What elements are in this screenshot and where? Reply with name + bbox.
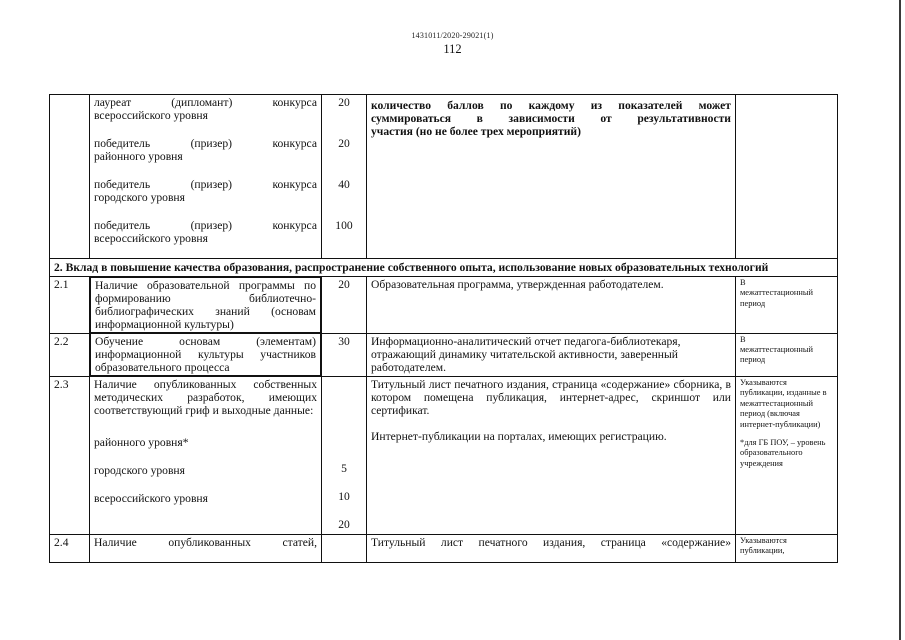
row-number: 2.1 <box>50 277 90 334</box>
period-text: Указываются публикации, изданные в межаттестационный период (включая интернет-публикации) <box>740 378 827 429</box>
criteria-word: конкурса <box>272 219 317 232</box>
period-text: В <box>740 334 746 344</box>
period-text: В <box>740 278 746 287</box>
section-title: 2. Вклад в повышение качества образования, распространение собственного опыта, использование новых образовательных технологий <box>50 259 838 277</box>
footnote-text: *для ГБ ПОУ, – уровень образовательного учреждения <box>740 438 826 468</box>
cell-evidence <box>367 95 736 259</box>
document-stamp: 1431011/2020-29021(1) <box>411 31 494 40</box>
points-value: 20 <box>338 137 350 150</box>
criteria-level: всероссийского уровня <box>94 232 208 245</box>
criteria-line <box>94 178 317 191</box>
row-number: 2.3 <box>50 377 90 535</box>
evidence-text: Информационно-аналитический отчет педагога-библиотекаря, отражающий динамику читательской активности, заверенный работодателем. <box>367 333 736 377</box>
evidence-text: Титульный лист печатного издания, страница «содержание» <box>367 535 736 563</box>
cell-num <box>50 95 90 259</box>
cell-points <box>322 377 367 535</box>
cell-points <box>322 95 367 259</box>
criteria-level: районного уровня <box>94 150 183 163</box>
level-label: всероссийского уровня <box>94 492 208 505</box>
cell-period <box>736 95 838 259</box>
points-value: 40 <box>338 178 350 191</box>
scoring-note: участия (но не более трех мероприятий) <box>371 125 581 138</box>
cell-period <box>736 377 838 535</box>
level-label: городского уровня <box>94 464 185 477</box>
points-value: 20 <box>338 96 350 109</box>
scoring-note: суммироваться в зависимости от результативности <box>371 112 731 125</box>
cell-criteria <box>90 377 322 535</box>
table-row <box>50 333 838 377</box>
evidence-text: Образовательная программа, утвержденная работодателем. <box>367 277 736 334</box>
criteria-word: конкурса <box>272 96 317 109</box>
criteria-line <box>94 219 317 232</box>
row-number: 2.4 <box>50 535 90 563</box>
points-value: 20 <box>338 518 350 531</box>
points-value: 100 <box>335 219 353 232</box>
criteria-text: Наличие опубликованных статей, <box>90 535 322 563</box>
criteria-word: (дипломант) <box>171 96 233 109</box>
criteria-word: лауреат <box>94 96 132 109</box>
scan-edge <box>899 0 901 640</box>
period-text: межаттестационный период <box>740 288 813 308</box>
scoring-note: количество баллов по каждому из показателей может <box>371 99 731 112</box>
criteria-word: победитель <box>94 137 151 150</box>
criteria-word: победитель <box>94 178 151 191</box>
criteria-level: всероссийского уровня <box>94 109 208 122</box>
evidence-text: Титульный лист печатного издания, страница «содержание» сборника, в котором помещена публикация, интернет-адрес, скриншот или сертификат. <box>371 378 731 417</box>
criteria-word: (призер) <box>190 137 233 150</box>
criteria-line <box>94 137 317 150</box>
criteria-text: Наличие опубликованных собственных методических разработок, имеющих соответствующий гриф и выходные данные: <box>94 378 317 417</box>
row-number: 2.2 <box>50 333 90 377</box>
points-value <box>322 535 367 563</box>
cell-period <box>736 333 838 377</box>
page-number: 112 <box>443 42 462 56</box>
evidence-text: Интернет-публикации на порталах, имеющих регистрацию. <box>371 430 667 443</box>
table-row <box>50 95 838 259</box>
criteria-word: конкурса <box>272 178 317 191</box>
points-value: 10 <box>338 490 350 503</box>
section-row <box>50 259 838 277</box>
points-value: 5 <box>341 462 347 475</box>
cell-period <box>736 277 838 334</box>
level-label: районного уровня* <box>94 436 189 449</box>
table-row <box>50 277 838 334</box>
points-value: 30 <box>322 333 367 377</box>
period-text: межаттестационный период <box>740 344 813 365</box>
criteria-text: Наличие образовательной программы по формированию библиотечно-библиографических знаний (основам информационной культуры) <box>90 277 321 333</box>
cell-evidence <box>367 377 736 535</box>
criteria-text: Обучение основам (элементам) информационной культуры участников образовательного процесса <box>90 333 321 376</box>
cell-criteria <box>90 95 322 259</box>
period-text: Указываются публикации, <box>736 535 838 563</box>
criteria-word: (призер) <box>190 178 233 191</box>
criteria-word: (призер) <box>190 219 233 232</box>
criteria-word: победитель <box>94 219 151 232</box>
table-row <box>50 377 838 535</box>
criteria-level: городского уровня <box>94 191 185 204</box>
criteria-table <box>49 94 838 563</box>
points-value: 20 <box>322 277 367 334</box>
criteria-line <box>94 96 317 109</box>
criteria-word: конкурса <box>272 137 317 150</box>
table-row <box>50 535 838 563</box>
